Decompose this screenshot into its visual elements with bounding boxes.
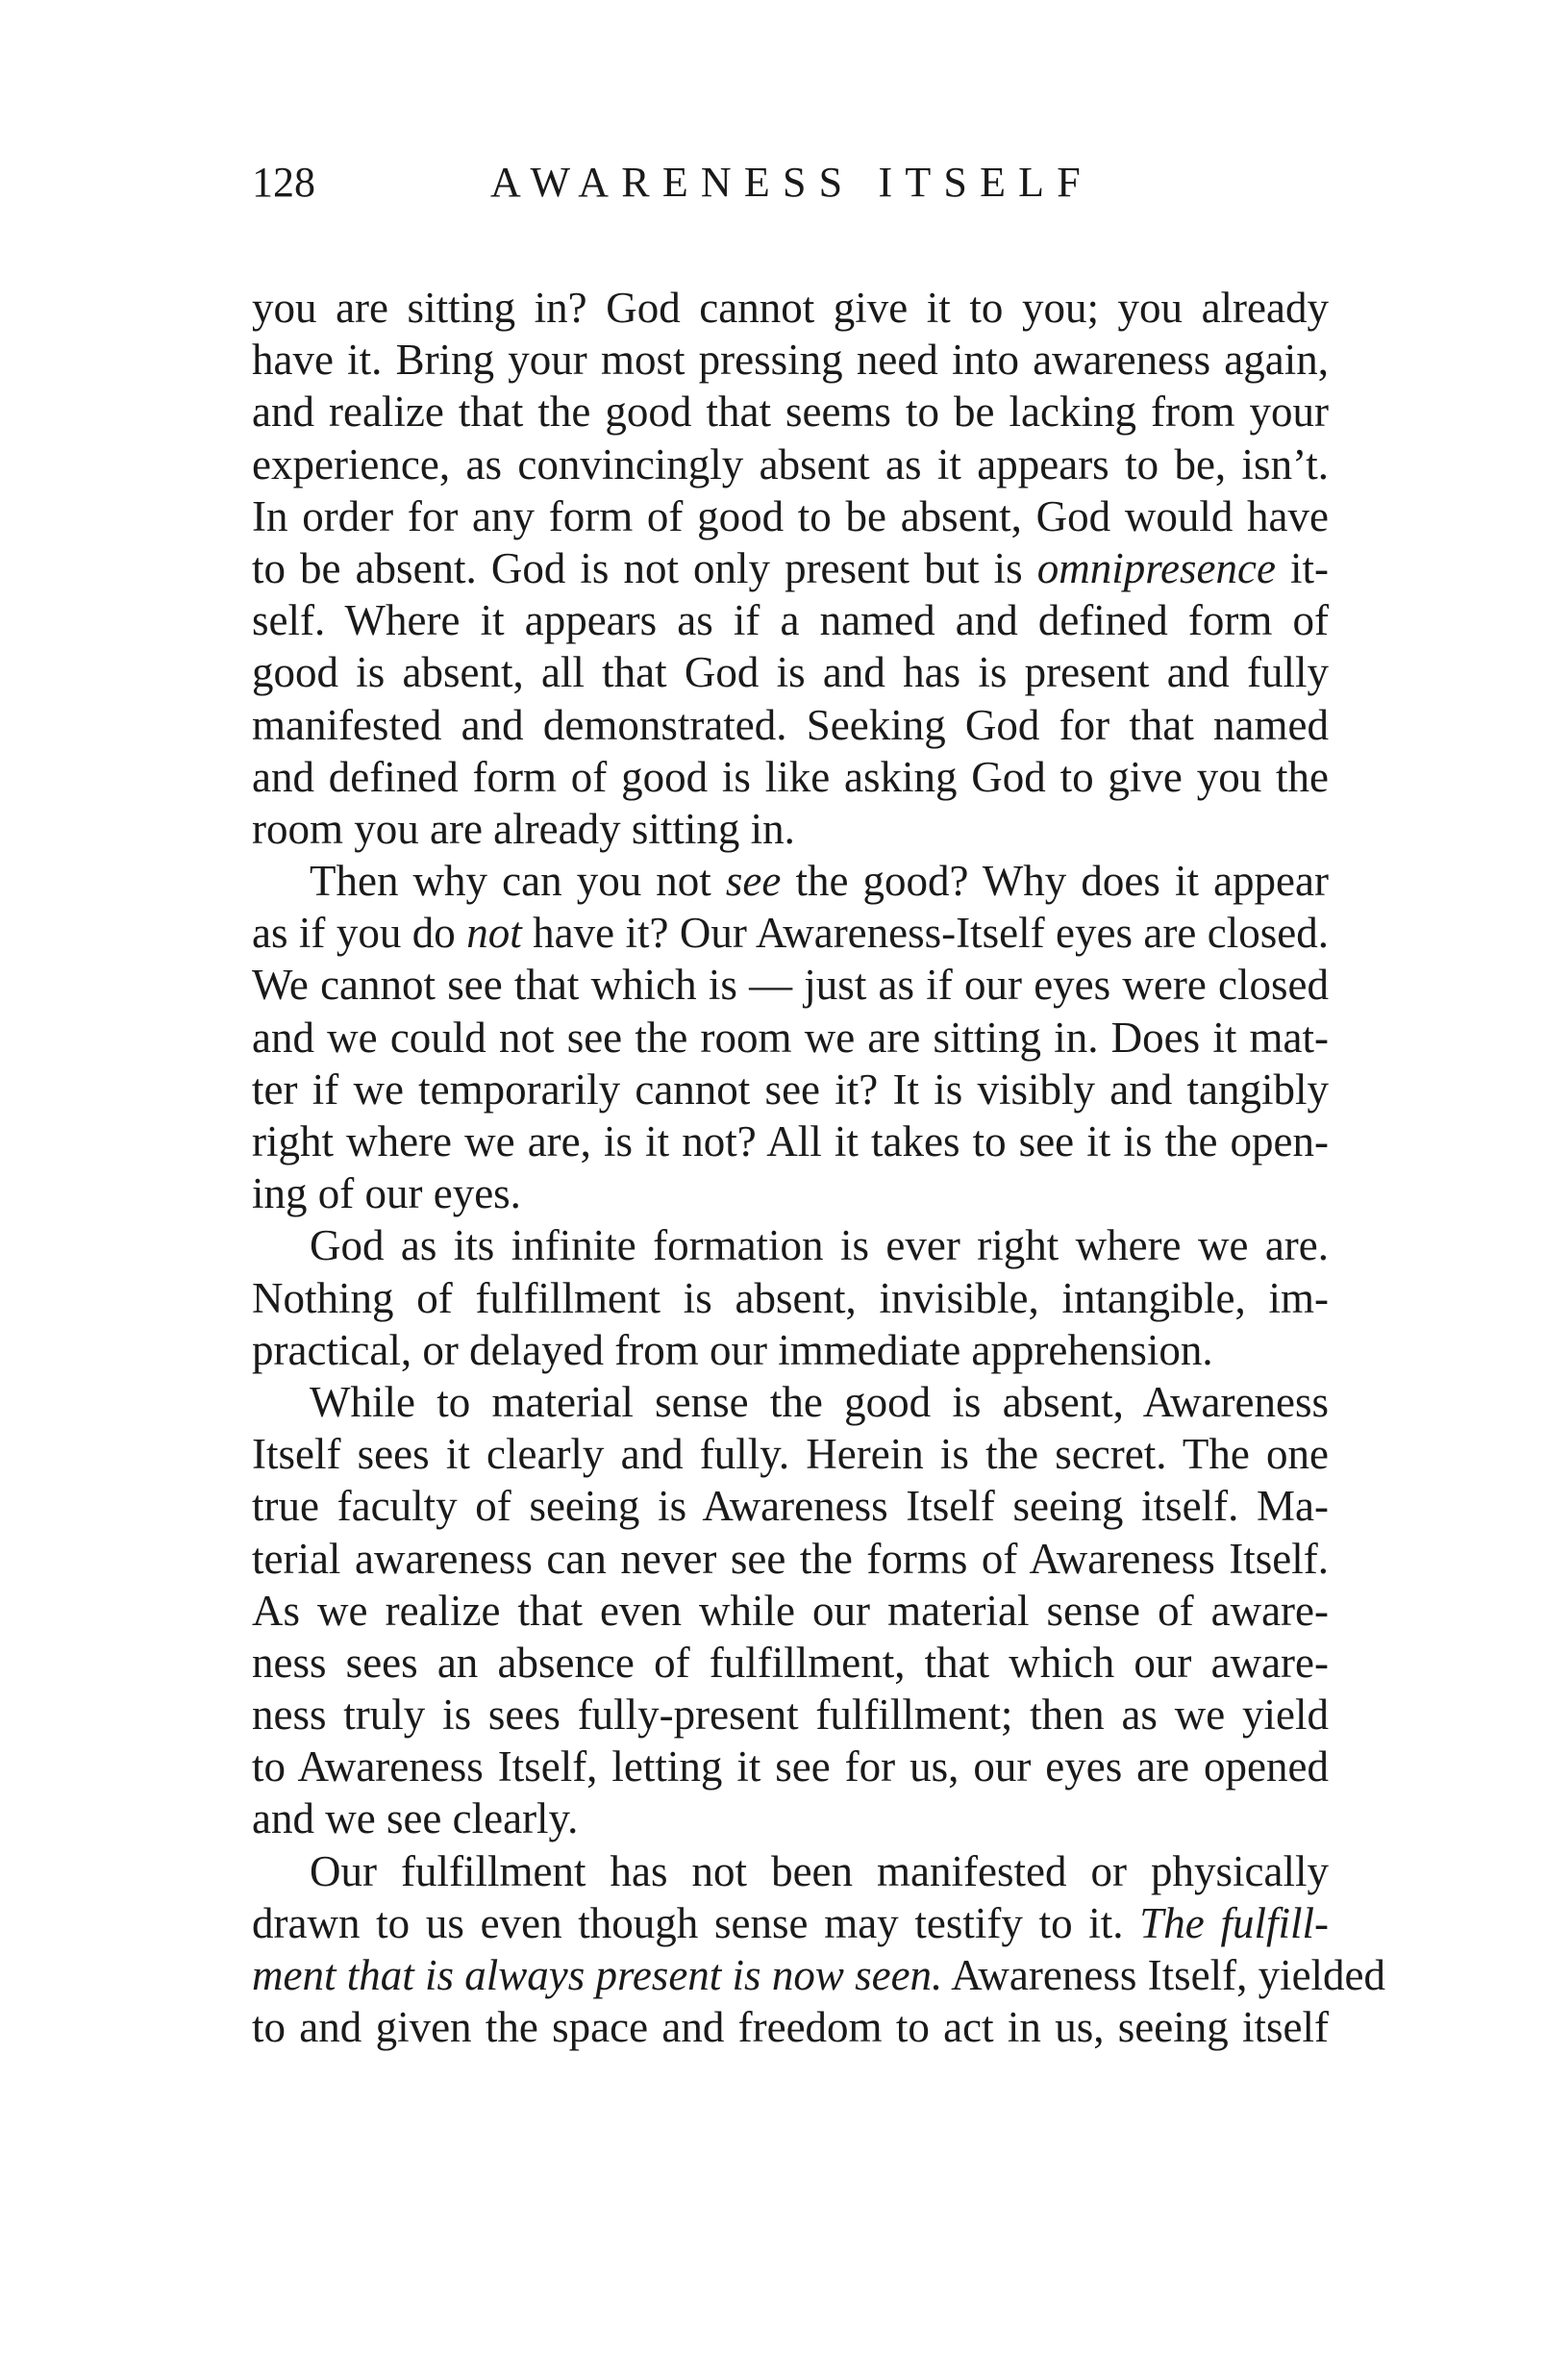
text-line <box>252 542 1329 594</box>
text-run: to Awareness Itself, letting it see for us, our eyes are opened <box>252 1742 1329 1791</box>
text-run: Then why can you not <box>310 857 726 906</box>
italic-text: not <box>466 909 522 958</box>
text-run: ing of our eyes. <box>252 1169 521 1218</box>
page-number: 128 <box>252 159 315 206</box>
text-line <box>252 1064 1329 1115</box>
text-run: you are sitting in? God cannot give it to you; you already <box>252 284 1329 332</box>
text-run: it- <box>1275 543 1329 592</box>
text-line <box>252 1792 1329 1844</box>
text-line <box>252 907 1329 959</box>
text-run: to be absent. God is not only present but is <box>252 543 1037 592</box>
text-line <box>252 1897 1329 1949</box>
text-line <box>252 594 1329 646</box>
text-line <box>252 334 1329 386</box>
italic-text: see <box>725 857 782 906</box>
text-run: right where we are, is it not? All it takes to see it is the open- <box>252 1117 1329 1165</box>
italic-text: omnipresence <box>1036 543 1276 592</box>
text-run: ness truly is sees fully-present fulfillment; then as we yield <box>252 1691 1329 1740</box>
text-line <box>252 1115 1329 1167</box>
text-run: and we see clearly. <box>252 1794 579 1843</box>
text-run: terial awareness can never see the forms of Awareness Itself. <box>252 1534 1329 1583</box>
text-run: and realize that the good that seems to be lacking from your <box>252 388 1329 437</box>
running-title: AWARENESS ITSELF <box>490 159 1093 206</box>
text-run: the good? Why does it appear <box>781 857 1329 906</box>
text-run: room you are already sitting in. <box>252 804 795 853</box>
text-line <box>252 1637 1329 1689</box>
text-line <box>252 438 1329 490</box>
text-line <box>252 282 1329 334</box>
text-run: Our fulfillment has not been manifested or physically <box>310 1846 1329 1895</box>
text-line <box>252 1012 1329 1064</box>
text-line <box>252 1741 1329 1792</box>
text-run: manifested and demonstrated. Seeking God for that named <box>252 700 1329 749</box>
italic-text: The fulfill- <box>1139 1898 1329 1947</box>
text-line <box>252 1585 1329 1637</box>
text-line <box>252 1167 1329 1219</box>
text-run: self. Where it appears as if a named and defined form of <box>252 596 1329 645</box>
text-line <box>252 1845 1329 1897</box>
text-run: as if you do <box>252 909 467 958</box>
text-run: have it? Our Awareness-Itself eyes are closed. <box>521 909 1329 958</box>
body-text <box>252 282 1386 2053</box>
text-line <box>252 1219 1329 1271</box>
text-line <box>252 1533 1329 1585</box>
text-run: Awareness Itself, yielded <box>942 1951 1386 1999</box>
text-run: have it. Bring your most pressing need into awareness again, <box>252 336 1329 385</box>
text-run: Itself sees it clearly and fully. Herein is the secret. The one <box>252 1430 1329 1479</box>
text-run: We cannot see that which is — just as if our eyes were closed <box>252 961 1329 1010</box>
text-line <box>252 1689 1329 1741</box>
text-run: ness sees an absence of fulfillment, that which our aware- <box>252 1638 1329 1687</box>
text-line <box>252 646 1329 698</box>
text-run: drawn to us even though sense may testify to it. <box>252 1898 1140 1947</box>
text-run: ter if we temporarily cannot see it? It is visibly and tangibly <box>252 1065 1329 1114</box>
text-line <box>252 959 1329 1011</box>
text-run: true faculty of seeing is Awareness Itself seeing itself. Ma- <box>252 1482 1329 1531</box>
text-line <box>252 386 1329 438</box>
text-line <box>252 490 1329 542</box>
text-line <box>252 1376 1329 1428</box>
italic-text: ment that is always present is now seen. <box>252 1951 943 1999</box>
text-line <box>252 1272 1329 1324</box>
text-line <box>252 803 1329 855</box>
text-run: good is absent, all that God is and has is present and fully <box>252 648 1329 697</box>
text-run: practical, or delayed from our immediate apprehension. <box>252 1325 1213 1374</box>
text-line <box>252 855 1329 907</box>
text-line <box>252 1324 1329 1376</box>
text-line <box>252 751 1329 803</box>
text-line <box>252 2001 1329 2053</box>
text-run: and defined form of good is like asking God to give you the <box>252 752 1329 801</box>
text-line <box>252 1480 1329 1532</box>
text-run: to and given the space and freedom to act in us, seeing itself <box>252 2003 1329 2052</box>
text-run: As we realize that even while our material sense of aware- <box>252 1586 1329 1635</box>
running-head <box>252 154 1329 212</box>
text-line <box>252 699 1329 751</box>
text-run: Nothing of fulfillment is absent, invisible, intangible, im- <box>252 1273 1329 1322</box>
text-run: In order for any form of good to be absent, God would have <box>252 491 1329 540</box>
text-run: God as its infinite formation is ever right where we are. <box>310 1221 1329 1270</box>
text-line <box>252 1428 1329 1480</box>
text-run: While to material sense the good is absent, Awareness <box>310 1377 1329 1426</box>
text-run: experience, as convincingly absent as it appears to be, isn’t. <box>252 439 1329 489</box>
text-line <box>252 1949 1386 2001</box>
text-run: and we could not see the room we are sitting in. Does it mat- <box>252 1013 1329 1062</box>
